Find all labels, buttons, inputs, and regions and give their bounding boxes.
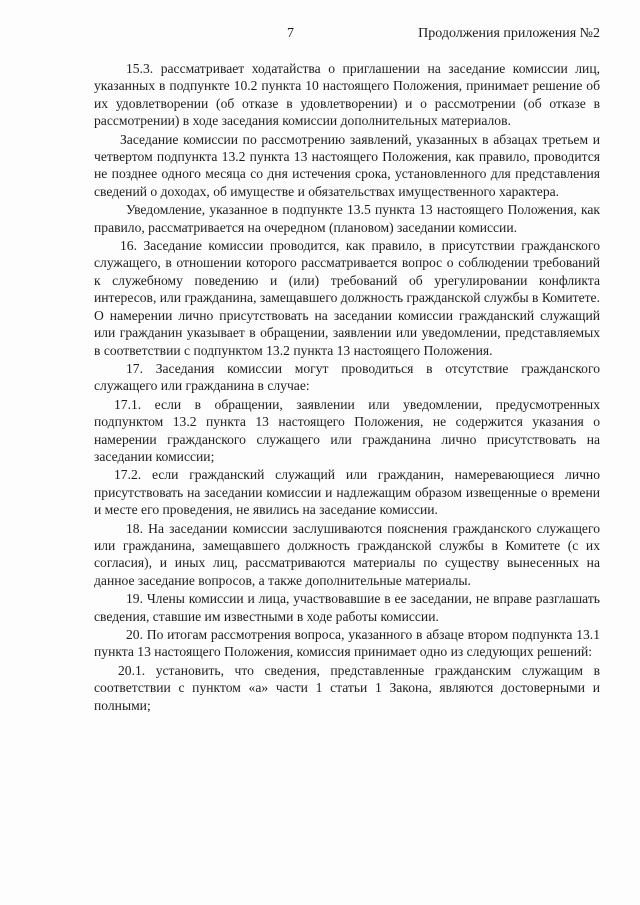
paragraph-20-1: 20.1. установить, что сведения, представленные гражданским служащим в соответствии с пунктом «а» части 1 статьи 1 Закона, являются достоверными и полными; [94,662,600,713]
paragraph-meeting-deadline: Заседание комиссии по рассмотрению заявлений, указанных в абзацах третьем и четвертом подпункта 13.2 пункта 13 настоящего Положения, как правило, проводится не позднее одного месяца со дня истечения срока, установленного для представления сведений о доходах, об имуществе и обязательствах имущественного характера. [94,131,600,199]
page-number: 7 [287,26,294,41]
paragraph-18: 18. На заседании комиссии заслушиваются пояснения гражданского служащего или гражданина, замещавшего должность гражданской службы в Комитете (с их согласия), и иных лиц, рассматриваются материалы по существу вынесенных на данное заседание вопросов, а также дополнительные материалы. [94,520,600,588]
paragraph-notification: Уведомление, указанное в подпункте 13.5 пункта 13 настоящего Положения, как правило, рассматривается на очередном (плановом) заседании комиссии. [94,202,600,235]
paragraph-19: 19. Члены комиссии и лица, участвовавшие в ее заседании, не вправе разглашать сведения, ставшие им известными в ходе работы комиссии. [94,591,600,624]
document-body [94,60,600,715]
paragraph-16: 16. Заседание комиссии проводится, как правило, в присутствии гражданского служащего, в отношении которого рассматривается вопрос о соблюдении требований к служебному поведению и (или) требований об урегулировании конфликта интересов, или гражданина, замещавшего должность гражданской службы в Комитете. О намерении лично присутствовать на заседании комиссии гражданский служащий или гражданин указывает в обращении, заявлении или уведомлении, представляемых в соответствии с подпунктом 13.2 пункта 13 настоящего Положения. [94,238,600,358]
paragraph-15-3: 15.3. рассматривает ходатайства о приглашении на заседание комиссии лиц, указанных в подпункте 10.2 пункта 10 настоящего Положения, принимает решение об их удовлетворении (об отказе в удовлетворении) и о рассмотрении (об отказе в рассмотрении) в ходе заседания комиссии дополнительных материалов. [94,61,600,129]
appendix-continuation-label: Продолжения приложения №2 [418,26,600,41]
paragraph-17-1: 17.1. если в обращении, заявлении или уведомлении, предусмотренных подпунктом 13.2 пункта 13 настоящего Положения, не содержится указания о намерении гражданского служащего или гражданина лично присутствовать на заседании комиссии; [94,396,600,464]
paragraph-20: 20. По итогам рассмотрения вопроса, указанного в абзаце втором подпункта 13.1 пункта 13 настоящего Положения, комиссия принимает одно из следующих решений: [94,627,600,660]
page-header [0,26,640,46]
paragraph-17-2: 17.2. если гражданский служащий или гражданин, намеревающиеся лично присутствовать на заседании комиссии и надлежащим образом извещенные о времени и месте его проведения, не явились на заседание комиссии. [94,467,600,518]
paragraph-17: 17. Заседания комиссии могут проводиться в отсутствие гражданского служащего или гражданина в случае: [94,360,600,394]
